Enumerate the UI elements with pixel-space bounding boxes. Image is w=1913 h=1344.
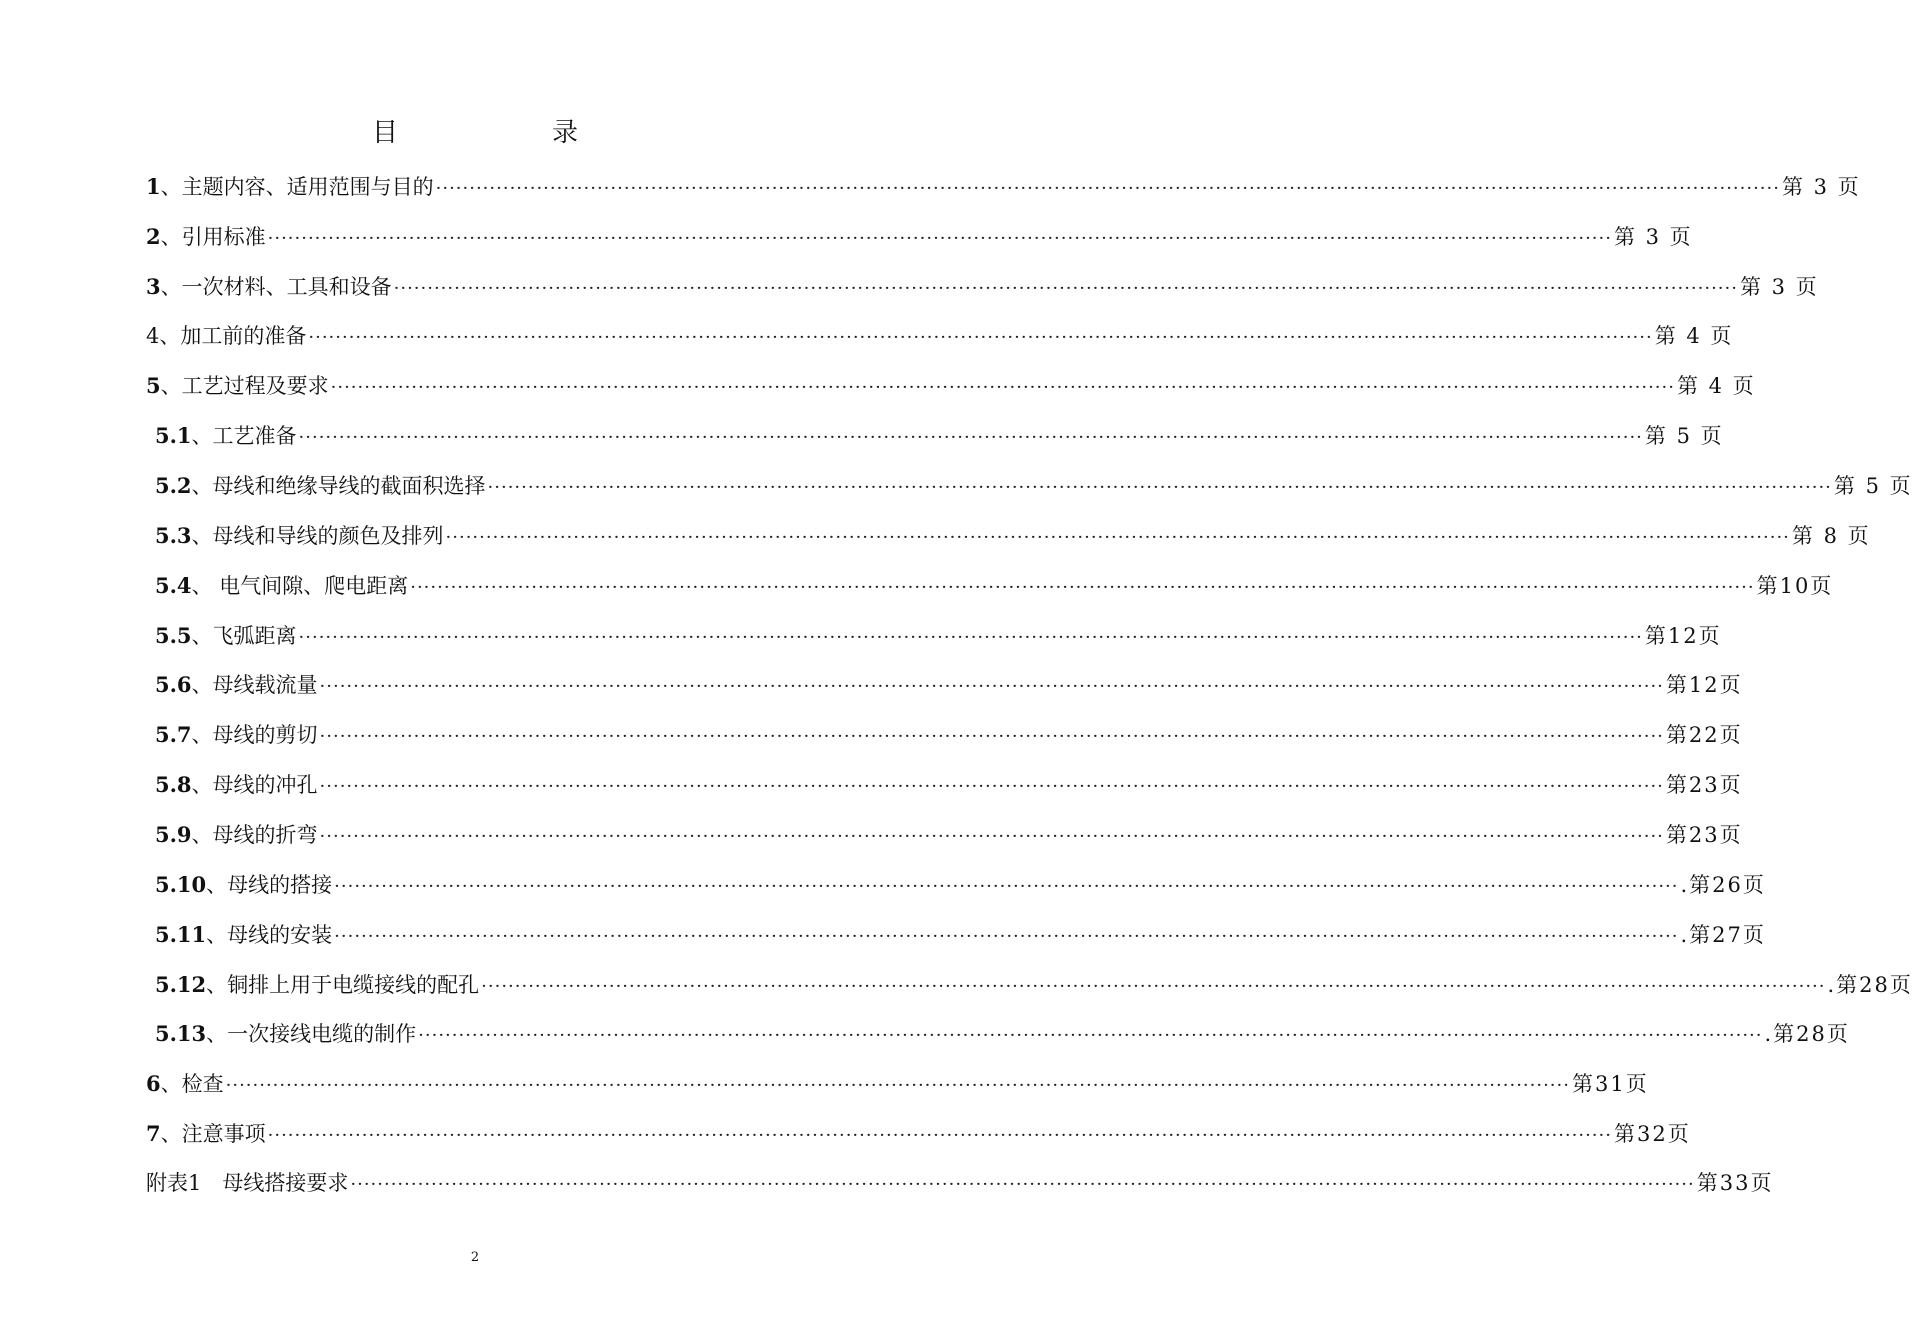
toc-entry-page: .第28页 xyxy=(1827,972,1913,997)
toc-entry[interactable] xyxy=(146,910,1766,960)
toc-entry-number: 5.4 xyxy=(155,572,192,598)
table-of-contents xyxy=(146,162,1913,1209)
toc-entry[interactable] xyxy=(146,461,1913,511)
toc-entry-label: 引用标准 xyxy=(181,224,266,249)
toc-entry-number: 5.11 xyxy=(155,921,207,947)
toc-entry-number: 5.6 xyxy=(155,672,192,698)
toc-entry[interactable] xyxy=(146,1059,1649,1109)
toc-entry-separator: 、 xyxy=(191,773,213,798)
toc-entry-label: 工艺过程及要求 xyxy=(181,374,329,399)
toc-entry-number: 3 xyxy=(146,273,161,299)
toc-dot-leader: ········································································································································································································ xyxy=(267,1125,1612,1147)
toc-dot-leader: ········································································································································································································ xyxy=(410,576,1755,598)
toc-entry-number: 7 xyxy=(146,1121,161,1147)
toc-entry-label: 母线载流量 xyxy=(212,673,318,698)
toc-dot-leader: ········································································································································································································ xyxy=(350,1173,1695,1195)
toc-entry-separator: 、 xyxy=(160,1122,182,1147)
toc-dot-leader: ········································································································································································································ xyxy=(334,925,1679,947)
toc-entry-separator: 、 xyxy=(191,573,213,598)
toc-entry-label: 母线的搭接 xyxy=(227,872,333,897)
toc-dot-leader: ········································································································································································································ xyxy=(487,477,1832,499)
toc-entry-separator: 、 xyxy=(206,1022,228,1047)
toc-entry-label: 电气间隙、爬电距离 xyxy=(212,573,409,598)
toc-entry-separator: 、 xyxy=(191,523,213,548)
toc-entry-separator: 、 xyxy=(206,972,228,997)
toc-entry-number: 5.5 xyxy=(155,622,192,648)
toc-entry-label: 铜排上用于电缆接线的配孔 xyxy=(227,972,480,997)
toc-entry-separator: 、 xyxy=(160,224,182,249)
toc-entry-label: 母线和导线的颜色及排列 xyxy=(212,523,444,548)
toc-entry-number: 5.10 xyxy=(155,871,207,897)
toc-entry-separator: 、 xyxy=(191,673,213,698)
toc-entry[interactable] xyxy=(146,212,1693,262)
toc-entry-number: 5.7 xyxy=(155,722,192,748)
toc-entry-page: 第31页 xyxy=(1571,1072,1649,1097)
toc-entry-number: 5.13 xyxy=(155,1021,207,1047)
toc-entry-separator: 、 xyxy=(160,1072,182,1097)
toc-entry-page: 第23页 xyxy=(1665,773,1743,798)
toc-entry[interactable] xyxy=(146,262,1819,312)
toc-dot-leader: ········································································································································································································ xyxy=(225,1075,1570,1097)
toc-entry-label: 注意事项 xyxy=(181,1122,266,1147)
toc-dot-leader: ········································································································································································································ xyxy=(319,825,1664,847)
toc-entry[interactable] xyxy=(146,361,1756,411)
toc-entry-separator: 、 xyxy=(191,424,213,449)
toc-entry[interactable] xyxy=(146,1109,1691,1159)
toc-entry-number: 4 xyxy=(146,323,160,348)
toc-entry[interactable] xyxy=(146,860,1766,910)
toc-entry-page: 第 3 页 xyxy=(1781,175,1861,199)
toc-entry-label: 加工前的准备 xyxy=(180,323,307,348)
toc-dot-leader: ········································································································································································································ xyxy=(298,427,1643,449)
toc-dot-leader: ········································································································································································································ xyxy=(418,1025,1763,1047)
toc-entry-separator: 、 xyxy=(206,872,228,897)
toc-entry-separator: 、 xyxy=(160,175,182,199)
toc-entry-page: 第 5 页 xyxy=(1644,424,1724,449)
toc-entry-number: 5 xyxy=(146,373,161,399)
toc-entry-separator: 、 xyxy=(159,323,181,348)
toc-dot-leader: ········································································································································································································ xyxy=(330,377,1675,399)
toc-entry[interactable] xyxy=(146,810,1743,860)
toc-entry-separator: 、 xyxy=(191,474,213,499)
toc-entry-separator: 、 xyxy=(206,922,228,947)
toc-dot-leader: ········································································································································································································ xyxy=(319,726,1664,748)
toc-dot-leader: ········································································································································································································ xyxy=(319,676,1664,698)
toc-entry-number: 2 xyxy=(146,223,161,249)
page-title: 目 录 xyxy=(371,118,612,148)
toc-entry[interactable] xyxy=(146,760,1743,810)
toc-entry-number: 5.8 xyxy=(155,772,192,798)
toc-entry[interactable] xyxy=(146,561,1834,611)
toc-entry-number: 5.9 xyxy=(155,821,192,847)
toc-entry-number: 5.3 xyxy=(155,522,192,548)
toc-entry-label: 母线的冲孔 xyxy=(212,773,318,798)
toc-entry[interactable] xyxy=(146,1009,1850,1059)
toc-entry-number: 附表1 xyxy=(146,1170,202,1195)
toc-dot-leader: ········································································································································································································ xyxy=(445,526,1790,548)
toc-entry-separator: 、 xyxy=(191,623,213,648)
toc-entry-label: 一次材料、工具和设备 xyxy=(181,274,392,299)
toc-entry-label: 母线的折弯 xyxy=(212,822,318,847)
toc-entry-page: 第22页 xyxy=(1665,723,1743,748)
toc-entry-label: 一次接线电缆的制作 xyxy=(227,1022,417,1047)
toc-entry[interactable] xyxy=(146,611,1722,661)
toc-entry-page: 第10页 xyxy=(1756,573,1834,598)
toc-entry[interactable] xyxy=(146,660,1743,710)
toc-entry-page: 第 4 页 xyxy=(1676,374,1756,399)
toc-entry-page: .第27页 xyxy=(1680,922,1766,947)
toc-entry-label: 主题内容、适用范围与目的 xyxy=(181,175,434,199)
toc-entry-page: .第28页 xyxy=(1764,1022,1850,1047)
toc-dot-leader: ········································································································································································································ xyxy=(319,776,1664,798)
toc-entry-label: 母线和绝缘导线的截面积选择 xyxy=(212,474,486,499)
toc-entry-separator: 、 xyxy=(191,723,213,748)
toc-entry-separator xyxy=(201,1159,222,1209)
toc-entry[interactable] xyxy=(146,312,1734,362)
toc-dot-leader: ········································································································································································································ xyxy=(435,178,1780,199)
toc-entry[interactable] xyxy=(146,960,1913,1010)
toc-dot-leader: ········································································································································································································ xyxy=(334,875,1679,897)
toc-entry[interactable] xyxy=(146,511,1871,561)
toc-entry-label: 工艺准备 xyxy=(212,424,297,449)
toc-entry-page: 第 4 页 xyxy=(1654,323,1734,348)
toc-dot-leader: ········································································································································································································ xyxy=(298,626,1643,648)
toc-entry-label: 母线的剪切 xyxy=(212,723,318,748)
toc-entry-label: 飞弧距离 xyxy=(212,623,297,648)
toc-entry-separator: 、 xyxy=(160,374,182,399)
toc-entry-page: .第26页 xyxy=(1680,872,1766,897)
toc-entry-label: 检查 xyxy=(181,1072,224,1097)
toc-entry-number: 5.2 xyxy=(155,473,192,499)
toc-dot-leader: ········································································································································································································ xyxy=(481,975,1826,997)
toc-entry-page: 第23页 xyxy=(1665,822,1743,847)
toc-entry-page: 第 3 页 xyxy=(1739,274,1819,299)
toc-entry-page: 第12页 xyxy=(1644,623,1722,648)
toc-entry-label: 母线的安装 xyxy=(227,922,333,947)
toc-dot-leader: ········································································································································································································ xyxy=(267,227,1612,249)
toc-entry-label: 母线搭接要求 xyxy=(222,1170,349,1195)
toc-entry-number: 6 xyxy=(146,1071,161,1097)
toc-entry[interactable] xyxy=(146,411,1724,461)
toc-entry[interactable] xyxy=(146,162,1861,212)
page-number: 2 xyxy=(470,1250,480,1265)
toc-entry-page: 第32页 xyxy=(1613,1122,1691,1147)
toc-entry-separator: 、 xyxy=(191,822,213,847)
toc-dot-leader: ········································································································································································································ xyxy=(308,326,1653,348)
toc-entry-number: 1 xyxy=(146,174,161,199)
toc-entry[interactable] xyxy=(146,710,1743,760)
toc-dot-leader: ········································································································································································································ xyxy=(393,277,1738,299)
toc-entry-number: 5.1 xyxy=(155,423,192,449)
toc-entry[interactable] xyxy=(146,1159,1774,1209)
toc-entry-page: 第33页 xyxy=(1696,1170,1774,1195)
toc-entry-page: 第 5 页 xyxy=(1833,474,1913,499)
toc-entry-page: 第 3 页 xyxy=(1613,224,1693,249)
toc-entry-page: 第 8 页 xyxy=(1791,523,1871,548)
toc-entry-page: 第12页 xyxy=(1665,673,1743,698)
toc-entry-separator: 、 xyxy=(160,274,182,299)
toc-entry-number: 5.12 xyxy=(155,971,207,997)
